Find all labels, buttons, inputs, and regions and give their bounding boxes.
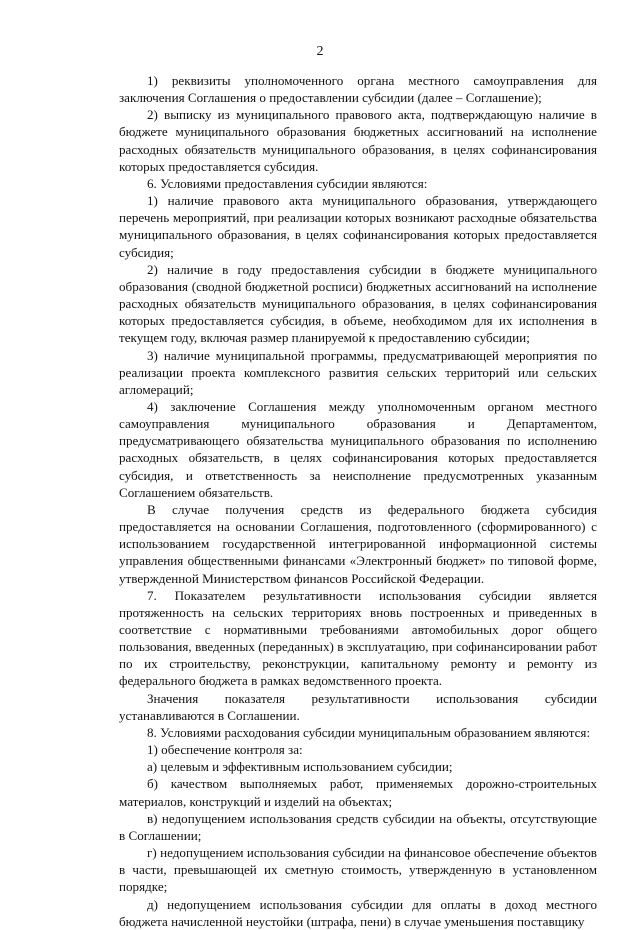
document-body [119, 72, 597, 930]
paragraph-13: а) целевым и эффективным использованием субсидии; [147, 759, 453, 775]
paragraph-10: Значения показателя результативности использования субсидии устанавливаются в Соглашении. [119, 690, 597, 723]
paragraph-11: 8. Условиями расходования субсидии муниципальным образованием являются: [147, 724, 591, 740]
paragraph-5: 2) наличие в году предоставления субсидии в бюджете муниципального образования (сводной бюджетной росписи) бюджетных ассигнований на исполнение расходных обязательств муниципального образования, в целях софинансирования которых предоставляется субсидия, в объеме, необходимом для их исполнения в текущем году, включая размер планируемой к предоставлению субсидии; [119, 261, 597, 346]
paragraph-8: В случае получения средств из федерального бюджета субсидия предоставляется на основании Соглашения, подготовленного (сформированного) с использованием государственной интегрированной информационной системы управления общественными финансами «Электронный бюджет» по типовой форме, утвержденной Министерством финансов Российской Федерации. [119, 501, 597, 586]
paragraph-15: в) недопущением использования средств субсидии на объекты, отсутствующие в Соглашении; [119, 810, 597, 843]
paragraph-4: 1) наличие правового акта муниципального образования, утверждающего перечень мероприятий, при реализации которых возникают расходные обязательства муниципального образования, в целях софинансирования которых предоставляется субсидия; [119, 193, 597, 260]
paragraph-9: 7. Показателем результативности использования субсидии является протяженность на сельских территориях вновь построенных и приведенных в соответствие с нормативными требованиями автомобильных дорог общего пользования, введенных (переданных) в эксплуатацию, при софинансировании работ по их строительству, реконструкции, капитальному ремонту и ремонту из федерального бюджета в рамках ведомственного проекта. [119, 587, 597, 689]
paragraph-17: д) недопущением использования субсидии для оплаты в доход местного бюджета начисленной неустойки (штрафа, пени) в случае уменьшения поставщику [119, 896, 597, 929]
paragraph-16: г) недопущением использования субсидии на финансовое обеспечение объектов в части, превышающей их сметную стоимость, утвержденную в установленном порядке; [119, 845, 597, 895]
paragraph-12: 1) обеспечение контроля за: [147, 742, 303, 758]
page-number: 2 [316, 44, 324, 59]
paragraph-3: 6. Условиями предоставления субсидии являются: [147, 175, 428, 191]
paragraph-14: б) качеством выполняемых работ, применяемых дорожно-строительных материалов, конструкций и изделий на объектах; [119, 776, 597, 809]
paragraph-1: 1) реквизиты уполномоченного органа местного самоуправления для заключения Соглашения о предоставлении субсидии (далее – Соглашение); [119, 73, 597, 106]
paragraph-7: 4) заключение Соглашения между уполномоченным органом местного самоуправления муниципального образования и Департаментом, предусматривающего обязательства муниципального образования по исполнению расходных обязательств, в целях софинансирования которых предоставляется субсидия, и ответственность за неисполнение предусмотренных указанным Соглашением обязательств. [119, 398, 597, 500]
paragraph-6: 3) наличие муниципальной программы, предусматривающей мероприятия по реализации проекта комплексного развития сельских территорий или сельских агломераций; [119, 347, 597, 397]
paragraph-2: 2) выписку из муниципального правового акта, подтверждающую наличие в бюджете муниципального образования бюджетных ассигнований на исполнение расходных обязательств муниципального образования, в целях софинансирования которых предоставляется субсидия. [119, 107, 597, 174]
